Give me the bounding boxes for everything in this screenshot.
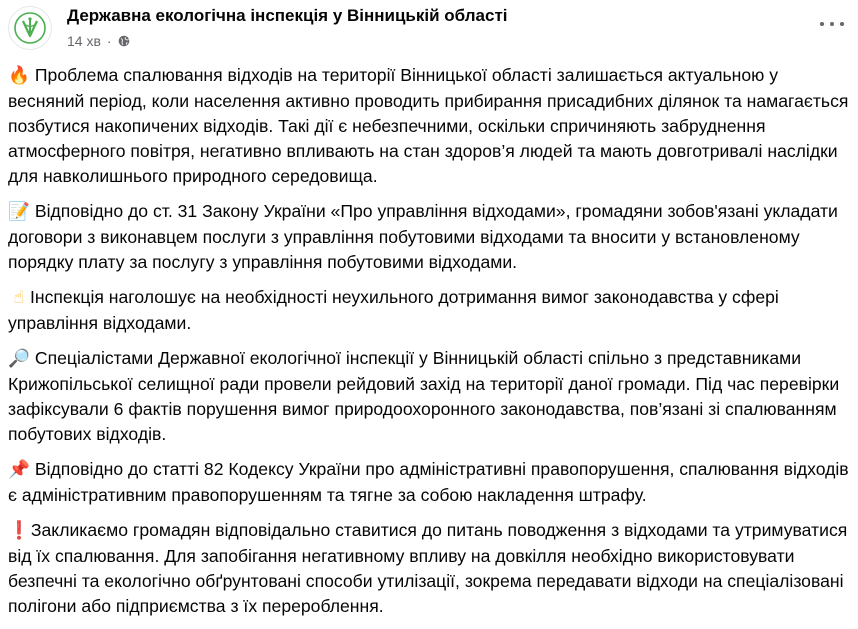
post-paragraph-4 <box>8 346 854 447</box>
more-options-button[interactable] <box>820 16 844 32</box>
page-name-link[interactable]: Державна екологічна інспекція у Вінницькій області <box>67 6 508 25</box>
paragraph-text: Закликаємо громадян відповідально ставитися до питань поводження з відходами та утримуватися від їх спалювання. Для запобігання негативному впливу на довкілля необхідно використовувати безпечні та екологічно обґрунтовані способи утилізації, зокрема передавати відходи на спеціалізовані полігони або підприємства з їх перероблення. <box>8 520 848 616</box>
post-meta <box>67 33 130 49</box>
post-paragraph-2 <box>8 199 854 275</box>
pushpin-icon: 📌 <box>8 460 30 480</box>
post-paragraph-5 <box>8 457 854 508</box>
post-paragraph-6 <box>8 518 854 619</box>
more-options-icon <box>820 22 824 26</box>
post-time-link[interactable]: 14 хв <box>67 33 101 49</box>
paragraph-text: Проблема спалювання відходів на території Вінницької області залишається актуальною у весняний період, коли населення активно проводить прибирання присадибних ділянок та намагається позбутися накопичених відходів. Такі дії є небезпечними, оскільки спричиняють забруднення атмосферного повітря, негативно впливають на стан здоров’я людей та мають довготривалі наслідки для навколишнього природного середовища. <box>8 65 849 186</box>
post-text <box>8 63 854 629</box>
more-options-icon <box>830 22 834 26</box>
globe-icon[interactable] <box>118 35 130 47</box>
meta-separator: · <box>106 33 112 49</box>
magnifier-icon: 🔎 <box>8 349 30 369</box>
post-header <box>0 0 858 62</box>
pointing-up-icon: ☝ <box>13 288 25 308</box>
post-paragraph-1 <box>8 63 854 189</box>
fire-icon: 🔥 <box>8 66 30 86</box>
page-avatar[interactable] <box>8 6 52 50</box>
more-options-icon <box>840 22 844 26</box>
memo-icon: 📝 <box>8 202 30 222</box>
paragraph-text: Інспекція наголошує на необхідності неухильного дотримання вимог законодавства у сфері управління відходами. <box>8 287 779 333</box>
paragraph-text: Відповідно до ст. 31 Закону України «Про управління відходами», громадяни зобов'язані укладати договори з виконавцем послуги з управління побутовими відходами та вносити у встановленому порядку плату за послугу з управління побутовими відходами. <box>8 201 838 272</box>
post-paragraph-3 <box>8 285 854 336</box>
paragraph-text: Відповідно до статті 82 Кодексу України про адміністративні правопорушення, спалювання відходів є адміністративним правопорушенням та тягне за собою накладення штрафу. <box>8 459 849 505</box>
paragraph-text: Спеціалістами Державної екологічної інспекції у Вінницькій області спільно з представниками Крижопільської селищної ради провели рейдовий захід на території даної громади. Під час перевірки зафіксували 6 фактів порушення вимог природоохоронного законодавства, пов’язані зі спалюванням побутових відходів. <box>8 348 840 444</box>
inspection-logo-icon <box>13 11 47 45</box>
exclamation-icon: ❗ <box>8 521 30 541</box>
